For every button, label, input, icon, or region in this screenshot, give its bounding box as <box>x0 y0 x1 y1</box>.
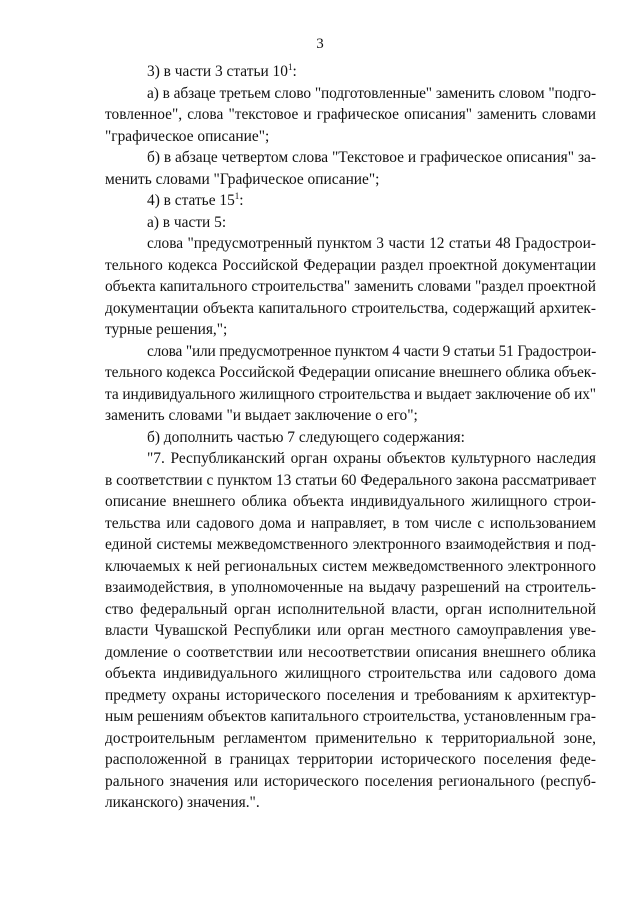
text-line: документации объекта капитального строительства, содержащий архитек- <box>105 299 596 317</box>
text-line: заменить словами "и выдает заключение о его"; <box>105 407 418 424</box>
paragraph-subitem-a-part5 <box>105 212 596 234</box>
paragraph-words-1 <box>105 233 596 341</box>
text-line: а) в части 5: <box>147 213 227 231</box>
text-line: ным решениям объектов капитального строительства, установленным гра- <box>105 708 596 725</box>
paragraph-item-4 <box>105 190 596 212</box>
text-line: та индивидуального жилищного строительства и выдает заключение об их" <box>105 385 596 403</box>
text-line-tail: : <box>239 192 244 209</box>
text-line: объекта индивидуального жилищного строительства или садового дома <box>105 665 596 682</box>
text-line: домление о соответствии или несоответствии описания внешнего облика <box>105 643 596 661</box>
text-line: власти Чувашской Республики или орган местного самоуправления уве- <box>105 622 596 639</box>
superscript: 1 <box>234 191 240 201</box>
text-line: слова "предусмотренный пунктом 3 части 12 статьи 48 Градострои- <box>147 235 596 252</box>
text-line: единой системы межведомственного электронного взаимодействия и под- <box>105 536 596 553</box>
page-number: 3 <box>316 36 324 52</box>
text-line <box>105 190 596 212</box>
text-line: б) в абзаце четвертом слова "Текстовое и графическое описания" за- <box>147 149 596 166</box>
text-line: рального значения или исторического поселения регионального (респуб- <box>105 772 596 790</box>
paragraph-item-3 <box>105 61 596 83</box>
text-line: "графическое описание"; <box>105 127 270 145</box>
text-line: менить словами "Графическое описание"; <box>105 170 380 188</box>
paragraph-quoted-part7 <box>105 448 596 814</box>
superscript: 1 <box>287 62 293 72</box>
text-line: достроительным регламентом применительно к территориальной зоне, <box>105 729 596 747</box>
text-line-main: 4) в статье 15 <box>147 192 235 209</box>
text-line: "7. Республиканский орган охраны объектов культурного наследия <box>147 450 596 467</box>
text-line: в соответствии с пунктом 13 статьи 60 Федерального закона рассматривает <box>105 471 596 489</box>
paragraph-subitem-a <box>105 83 596 148</box>
text-line: б) дополнить частью 7 следующего содержания: <box>147 428 465 446</box>
text-line: а) в абзаце третьем слово "подготовленные" заменить словом "подго- <box>147 84 596 102</box>
text-line: взаимодействия, в уполномоченные на выдачу разрешений на строитель- <box>105 579 596 596</box>
text-line: расположенной в границах территории исторического поселения феде- <box>105 751 596 768</box>
text-line: тельства или садового дома и направляет, в том числе с использованием <box>105 514 596 532</box>
text-line: слова "или предусмотренное пунктом 4 части 9 статьи 51 Градострои- <box>147 342 596 360</box>
text-line-main: 3) в части 3 статьи 10 <box>147 63 288 80</box>
text-line-tail: : <box>292 63 297 80</box>
text-line: турные решения,"; <box>105 321 228 338</box>
text-line: тельного кодекса Российской Федерации описание внешнего облика объек- <box>105 364 597 381</box>
paragraph-subitem-b <box>105 147 596 190</box>
paragraph-words-2 <box>105 341 596 427</box>
text-line: описание внешнего облика объекта индивидуального жилищного строи- <box>105 493 596 510</box>
paragraph-subitem-b-part7 <box>105 427 596 449</box>
text-line: предмету охраны исторического поселения и требованиям к архитектур- <box>105 686 596 704</box>
text-line <box>105 61 596 83</box>
text-line: тельного кодекса Российской Федерации раздел проектной документации <box>105 256 596 274</box>
text-line: ликанского) значения.". <box>105 794 260 811</box>
document-body <box>105 61 596 814</box>
text-line: ство федеральный орган исполнительной власти, орган исполнительной <box>105 600 596 618</box>
text-line: ключаемых к ней региональных систем межведомственного электронного <box>105 557 596 575</box>
text-line: объекта капитального строительства" заменить словами "раздел проектной <box>105 278 596 295</box>
text-line: товленное", слова "текстовое и графическое описания" заменить словами <box>105 106 596 123</box>
